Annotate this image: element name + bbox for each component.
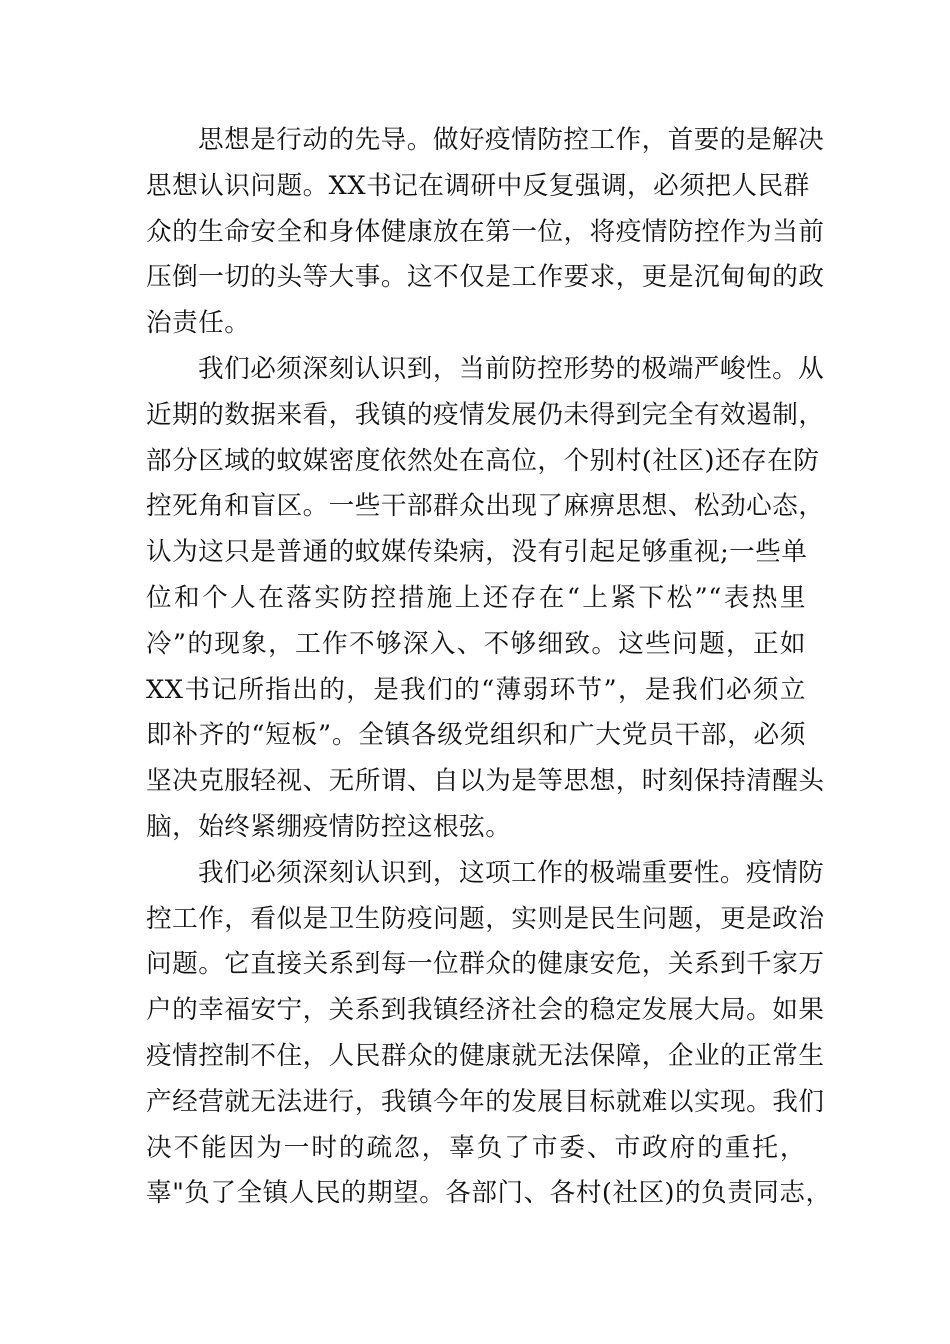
- paragraph-line: 辜"负了全镇人民的期望。各部门、各村(社区)的负责同志，: [146, 1178, 832, 1209]
- paragraph-line: 近期的数据来看，我镇的疫情发展仍未得到完全有效遏制，: [146, 399, 825, 430]
- paragraph-line: 决不能因为一时的疏忽，辜负了市委、市政府的重托，: [146, 1132, 806, 1163]
- paragraph-line: 问题。它直接关系到每一位群众的健康安危，关系到千家万: [146, 949, 825, 980]
- paragraph-line: 疫情控制不住，人民群众的健康就无法保障，企业的正常生: [146, 1040, 825, 1071]
- paragraph: [146, 118, 825, 347]
- paragraph-line: 治责任。: [146, 308, 251, 339]
- paragraph-line: 部分区域的蚊媒密度依然处在高位，个别村(社区)还存在防: [146, 445, 820, 476]
- paragraph-line: 户的幸福安宁，关系到我镇经济社会的稳定发展大局。如果: [146, 995, 825, 1026]
- paragraph-line: 压倒一切的头等大事。这不仅是工作要求，更是沉甸甸的政: [146, 262, 825, 293]
- paragraph: [146, 851, 832, 1217]
- paragraph-line: 思想是行动的先导。做好疫情防控工作，首要的是解决: [198, 125, 825, 155]
- paragraph-line: 即补齐的“短板”。全镇各级党组织和广大党员干部，必须: [146, 720, 806, 751]
- paragraph-line: 控死角和盲区。一些干部群众出现了麻痹思想、松劲心态，: [146, 491, 825, 522]
- paragraph: [146, 347, 825, 851]
- paragraph-line: 脑，始终紧绷疫情防控这根弦。: [146, 811, 512, 842]
- paragraph-line: XX书记所指出的，是我们的“薄弱环节”，是我们必须立: [146, 674, 806, 705]
- paragraph-line: 众的生命安全和身体健康放在第一位，将疫情防控作为当前: [146, 216, 825, 247]
- paragraph-line: 坚决克服轻视、无所谓、自以为是等思想，时刻保持清醒头: [146, 766, 825, 797]
- paragraph-line: 我们必须深刻认识到，当前防控形势的极端严峻性。从: [198, 353, 825, 384]
- document-body: [146, 118, 832, 1217]
- paragraph-line: 我们必须深刻认识到，这项工作的极端重要性。疫情防: [198, 857, 825, 888]
- paragraph-line: 产经营就无法进行，我镇今年的发展目标就难以实现。我们: [146, 1086, 825, 1117]
- paragraph-line: 思想认识问题。XX书记在调研中反复强调，必须把人民群: [146, 170, 810, 201]
- paragraph-line: 冷”的现象，工作不够深入、不够细致。这些问题，正如: [146, 628, 806, 659]
- paragraph-line: 位和个人在落实防控措施上还存在“上紧下松”“表热里: [146, 582, 806, 613]
- paragraph-line: 控工作，看似是卫生防疫问题，实则是民生问题，更是政治: [146, 903, 825, 934]
- paragraph-line: 认为这只是普通的蚊媒传染病，没有引起足够重视;一些单: [146, 537, 808, 568]
